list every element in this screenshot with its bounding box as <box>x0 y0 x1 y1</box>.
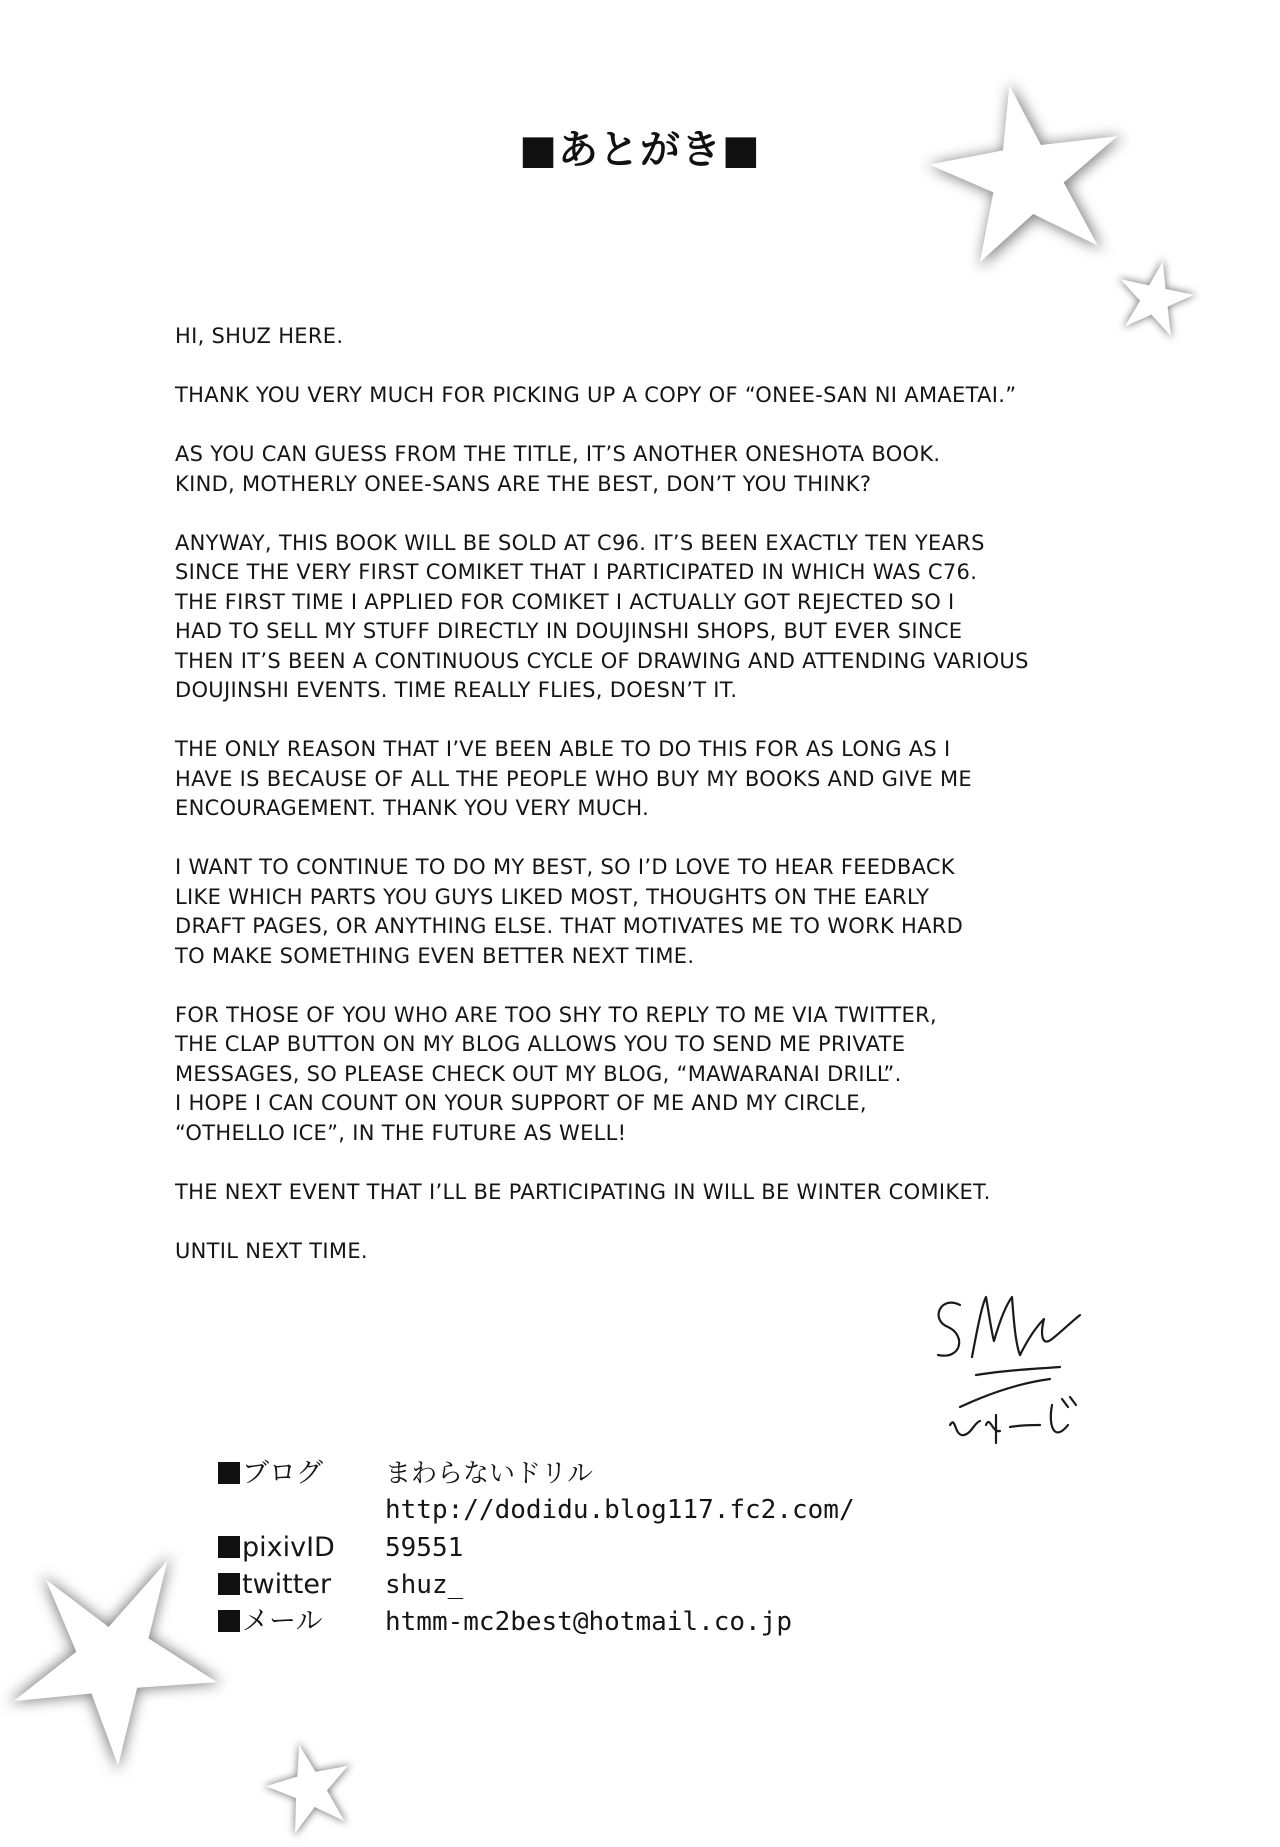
contact-row-blog <box>218 1455 855 1492</box>
letter-line: I HOPE I CAN COUNT ON YOUR SUPPORT OF ME AND MY CIRCLE, <box>175 1091 867 1115</box>
letter-line: AS YOU CAN GUESS FROM THE TITLE, IT’S ANOTHER ONESHOTA BOOK. <box>175 442 941 466</box>
contact-row-pixiv <box>218 1529 855 1566</box>
letter-line: THE FIRST TIME I APPLIED FOR COMIKET I ACTUALLY GOT REJECTED SO I <box>175 589 955 614</box>
contact-label <box>218 1566 385 1603</box>
blog-name: まわらないドリル <box>385 1459 594 1489</box>
letter-line: HAVE IS BECAUSE OF ALL THE PEOPLE WHO BUY MY BOOKS AND GIVE ME <box>175 766 972 791</box>
pixiv-label: pixivID <box>242 1532 335 1563</box>
pixiv-id: 59551 <box>385 1533 464 1563</box>
letter-paragraph <box>175 529 1125 706</box>
star-icon <box>255 1735 365 1845</box>
letter-closing: UNTIL NEXT TIME. <box>175 1238 368 1263</box>
signature <box>920 1275 1090 1455</box>
letter-line: FOR THOSE OF YOU WHO ARE TOO SHY TO REPLY TO ME VIA TWITTER, <box>175 1002 937 1027</box>
letter-paragraph: THANK YOU VERY MUCH FOR PICKING UP A COPY OF “ONEE-SAN NI AMAETAI.” <box>175 383 1017 407</box>
square-bullet-icon <box>218 1536 240 1558</box>
letter-line: I WANT TO CONTINUE TO DO MY BEST, SO I’D LOVE TO HEAR FEEDBACK <box>175 855 955 879</box>
contact-row-mail <box>218 1603 855 1640</box>
contact-label <box>218 1529 385 1566</box>
letter-line: MESSAGES, SO PLEASE CHECK OUT MY BLOG, “MAWARANAI DRILL”. <box>175 1061 902 1086</box>
square-bullet-icon <box>218 1462 240 1484</box>
letter-line: LIKE WHICH PARTS YOU GUYS LIKED MOST, THOUGHTS ON THE EARLY <box>175 884 930 909</box>
letter-line: HAD TO SELL MY STUFF DIRECTLY IN DOUJINSHI SHOPS, BUT EVER SINCE <box>175 619 963 643</box>
contact-row-blog-url <box>218 1492 855 1529</box>
letter-line: “OTHELLO ICE”, IN THE FUTURE AS WELL! <box>175 1120 627 1145</box>
blog-label: ブログ <box>242 1458 323 1489</box>
letter-line: THE ONLY REASON THAT I’VE BEEN ABLE TO DO THIS FOR AS LONG AS I <box>175 737 951 761</box>
square-bullet-icon <box>218 1610 240 1632</box>
letter-line: TO MAKE SOMETHING EVEN BETTER NEXT TIME. <box>175 943 695 968</box>
twitter-label: twitter <box>242 1569 332 1600</box>
mail-address: htmm-mc2best@hotmail.co.jp <box>385 1607 792 1637</box>
blog-url: http://dodidu.blog117.fc2.com/ <box>385 1495 855 1525</box>
twitter-handle: shuz_ <box>385 1570 464 1600</box>
letter-paragraph <box>175 735 1125 824</box>
letter-greeting: HI, SHUZ HERE. <box>175 324 344 348</box>
letter-paragraph <box>175 853 1125 971</box>
letter-paragraph <box>175 1001 1125 1149</box>
contact-label <box>218 1603 385 1640</box>
afterword-letter <box>175 322 1125 1296</box>
letter-line: ENCOURAGEMENT. THANK YOU VERY MUCH. <box>175 796 650 820</box>
contact-row-twitter <box>218 1566 855 1603</box>
letter-line: DRAFT PAGES, OR ANYTHING ELSE. THAT MOTIVATES ME TO WORK HARD <box>175 914 964 938</box>
mail-label: メール <box>242 1606 323 1637</box>
letter-line: KIND, MOTHERLY ONEE-SANS ARE THE BEST, DON’T YOU THINK? <box>175 471 872 496</box>
letter-line: ANYWAY, THIS BOOK WILL BE SOLD AT C96. IT’S BEEN EXACTLY TEN YEARS <box>175 530 985 555</box>
letter-line: THE CLAP BUTTON ON MY BLOG ALLOWS YOU TO SEND ME PRIVATE <box>175 1032 906 1056</box>
star-icon <box>0 1545 255 1805</box>
afterword-title: ■あとがき■ <box>519 127 761 173</box>
letter-line: DOUJINSHI EVENTS. TIME REALLY FLIES, DOESN’T IT. <box>175 678 738 702</box>
letter-line: SINCE THE VERY FIRST COMIKET THAT I PARTICIPATED IN WHICH WAS C76. <box>175 560 978 584</box>
contact-label <box>218 1455 385 1492</box>
contact-info <box>218 1455 855 1640</box>
letter-line: THEN IT’S BEEN A CONTINUOUS CYCLE OF DRAWING AND ATTENDING VARIOUS <box>175 648 1029 673</box>
letter-paragraph: THE NEXT EVENT THAT I’LL BE PARTICIPATING IN WILL BE WINTER COMIKET. <box>175 1179 991 1204</box>
letter-paragraph <box>175 440 1125 499</box>
square-bullet-icon <box>218 1573 240 1595</box>
